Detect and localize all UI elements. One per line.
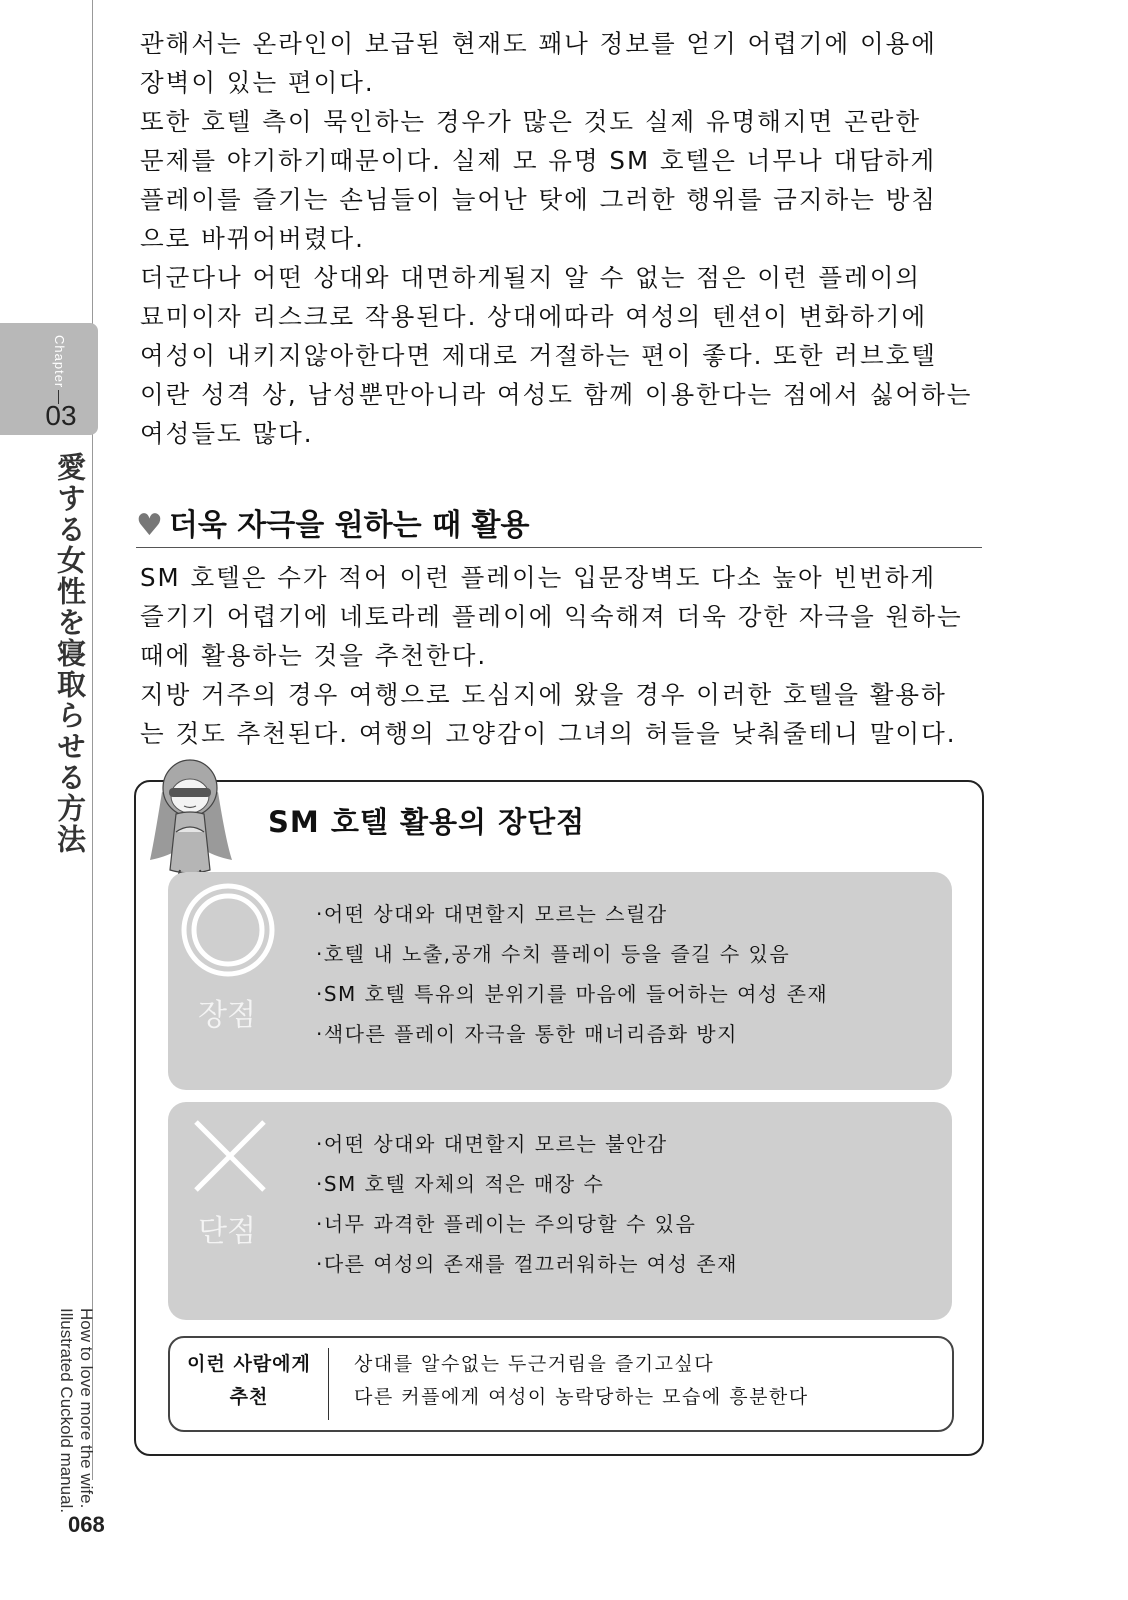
recommendation-label-line: 추천 — [229, 1386, 269, 1408]
text-line: 여성들도 많다. — [140, 419, 314, 448]
cons-list — [316, 1124, 738, 1284]
list-item: 상대를 알수없는 두근거림을 즐기고싶다 — [354, 1353, 715, 1375]
pros-label: 장점 — [198, 998, 256, 1033]
list-item: ·SM 호텔 특유의 분위기를 마음에 들어하는 여성 존재 — [316, 982, 829, 1006]
list-item: 다른 커플에게 여성이 농락당하는 모습에 흥분한다 — [354, 1386, 809, 1408]
text-line: 장벽이 있는 편이다. — [140, 68, 375, 97]
circle-icon — [180, 882, 276, 978]
chapter-number: 03 — [45, 400, 77, 431]
cons-label: 단점 — [198, 1214, 256, 1249]
subtitle-line: Illustrated Cuckold manual. — [57, 1308, 76, 1514]
page-number: 068 — [68, 1512, 105, 1537]
recommendation-box — [168, 1336, 954, 1432]
recommendation-label-line: 이런 사람에게 — [187, 1353, 311, 1375]
subtitle-line: How to love more the wife. — [77, 1308, 96, 1509]
list-item: ·색다른 플레이 자극을 통한 매너리즘화 방지 — [316, 1022, 738, 1046]
text-line: 플레이를 즐기는 손님들이 늘어난 탓에 그러한 행위를 금지하는 방침 — [140, 185, 937, 214]
cross-icon — [192, 1118, 268, 1194]
text-line: 으로 바뀌어버렸다. — [140, 224, 365, 253]
text-line: 더군다나 어떤 상대와 대면하게될지 알 수 없는 점은 이런 플레이의 — [140, 263, 922, 292]
book-title-vertical: 愛する女性を寝取らせる方法 — [53, 452, 87, 855]
recommendation-list — [354, 1348, 809, 1414]
chapter-label: Chapter — [52, 335, 67, 389]
box-title: SM 호텔 활용의 장단점 — [268, 805, 586, 839]
text-line: 즐기기 어렵기에 네토라레 플레이에 익숙해져 더욱 강한 자극을 원하는 — [140, 602, 963, 631]
list-item: ·너무 과격한 플레이는 주의당할 수 있음 — [316, 1212, 697, 1236]
list-item: ·SM 호텔 자체의 적은 매장 수 — [316, 1172, 605, 1196]
heading-underline — [136, 547, 982, 548]
text-line: 이란 성격 상, 남성뿐만아니라 여성도 함께 이용한다는 점에서 싫어하는 — [140, 380, 973, 409]
section-heading-text: 더욱 자극을 원하는 때 활용 — [168, 508, 530, 543]
mascot-illustration — [140, 752, 240, 890]
text-line: SM 호텔은 수가 적어 이런 플레이는 입문장벽도 다소 높아 빈번하게 — [140, 563, 937, 592]
text-line: 때에 활용하는 것을 추천한다. — [140, 641, 488, 670]
list-item: ·호텔 내 노출,공개 수치 플레이 등을 즐길 수 있음 — [316, 942, 791, 966]
recommendation-label — [170, 1348, 328, 1414]
text-line: 문제를 야기하기때문이다. 실제 모 유명 SM 호텔은 너무나 대담하게 — [140, 146, 937, 175]
pros-list — [316, 894, 828, 1054]
cons-panel — [168, 1102, 952, 1320]
list-item: ·어떤 상대와 대면할지 모르는 스릴감 — [316, 902, 668, 926]
text-line: 여성이 내키지않아한다면 제대로 거절하는 편이 좋다. 또한 러브호텔 — [140, 341, 937, 370]
text-line: 관해서는 온라인이 보급된 현재도 꽤나 정보를 얻기 어렵기에 이용에 — [140, 29, 937, 58]
heart-icon: ♥ — [136, 508, 163, 543]
text-line: 지방 거주의 경우 여행으로 도심지에 왔을 경우 이러한 호텔을 활용하 — [140, 680, 947, 709]
text-line: 묘미이자 리스크로 작용된다. 상대에따라 여성의 텐션이 변화하기에 — [140, 302, 928, 331]
section-heading — [136, 500, 529, 544]
list-item: ·어떤 상대와 대면할지 모르는 불안감 — [316, 1132, 668, 1156]
intro-paragraph — [140, 24, 990, 453]
recommendation-divider — [328, 1348, 329, 1420]
list-item: ·다른 여성의 존재를 껄끄러워하는 여성 존재 — [316, 1252, 738, 1276]
section-paragraph — [140, 558, 990, 753]
pros-panel — [168, 872, 952, 1090]
text-line: 는 것도 추천된다. 여행의 고양감이 그녀의 허들을 낮춰줄테니 말이다. — [140, 719, 957, 748]
text-line: 또한 호텔 측이 묵인하는 경우가 많은 것도 실제 유명해지면 곤란한 — [140, 107, 922, 136]
book-subtitle-vertical — [56, 1308, 96, 1513]
sidebar-divider — [92, 0, 93, 1480]
